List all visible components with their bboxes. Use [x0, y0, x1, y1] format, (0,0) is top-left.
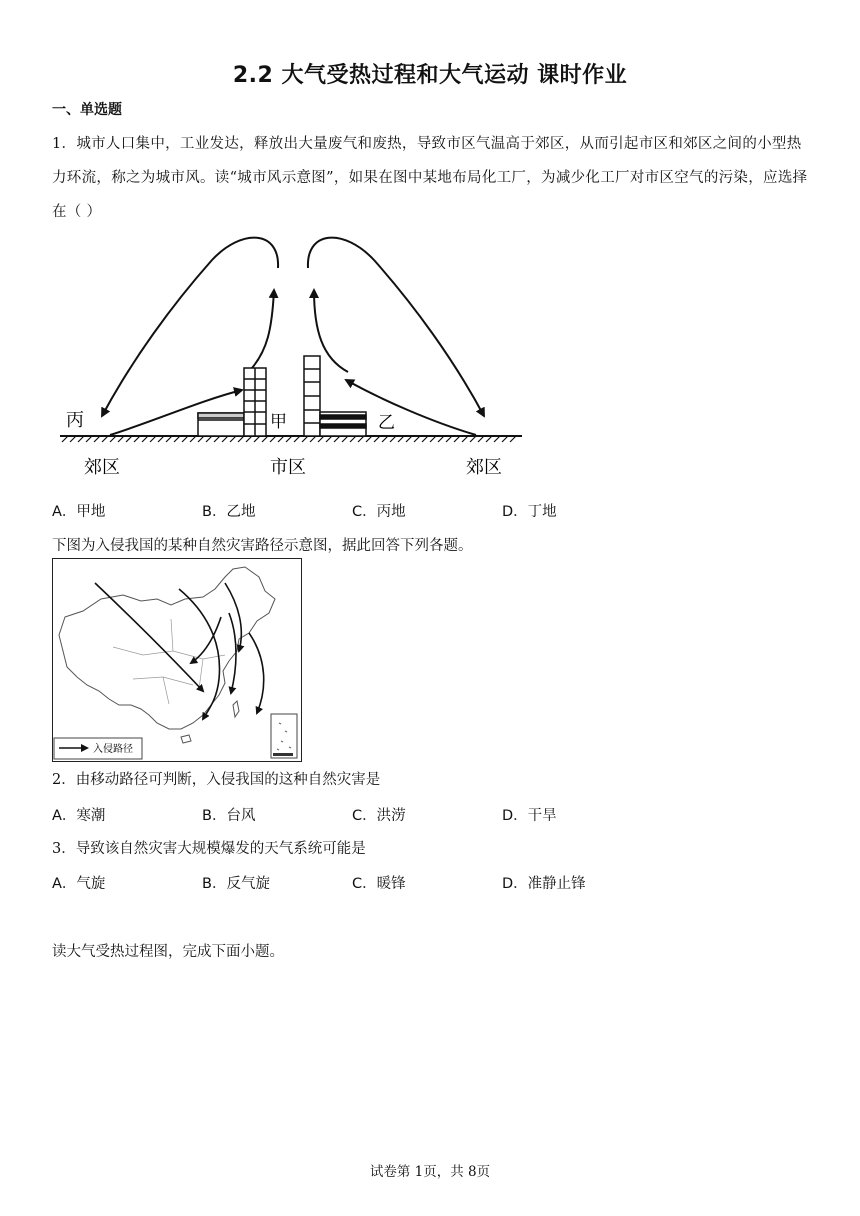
question-3-options [52, 872, 812, 892]
label-suburb-right: 郊区 [466, 457, 502, 478]
option-d[interactable]: D．干旱 [502, 808, 557, 824]
question-1-options [52, 500, 812, 520]
section-heading: 一、单选题 [52, 102, 122, 118]
label-suburb-left: 郊区 [84, 457, 120, 478]
wind-arrow-right-outer [308, 238, 484, 416]
option-a[interactable]: A．寒潮 [52, 808, 106, 824]
china-outline [59, 567, 275, 729]
option-b[interactable]: B．台风 [202, 808, 256, 824]
option-a[interactable]: A．甲地 [52, 504, 106, 520]
option-b[interactable]: B．乙地 [202, 504, 256, 520]
question-2-options [52, 804, 812, 824]
option-a[interactable]: A．气旋 [52, 876, 106, 892]
intro-next-questions: 读大气受热过程图，完成下面小题。 [52, 944, 284, 960]
page-footer: 试卷第 1页，共 8页 [369, 1164, 491, 1180]
page-title: 2.2 大气受热过程和大气运动 课时作业 [232, 63, 628, 88]
rising-arrow-left [252, 290, 274, 368]
question-3-text: 3．导致该自然灾害大规模爆发的天气系统可能是 [52, 841, 366, 857]
option-d[interactable]: D．准静止锋 [502, 876, 586, 892]
label-city: 市区 [270, 457, 306, 478]
option-b[interactable]: B．反气旋 [202, 876, 270, 892]
label-jia: 甲 [270, 412, 287, 432]
option-c[interactable]: C．洪涝 [352, 808, 406, 824]
invasion-arrow-6 [191, 617, 221, 663]
urban-wind-diagram [52, 230, 532, 480]
option-c[interactable]: C．丙地 [352, 504, 406, 520]
tall-building-right [304, 356, 320, 436]
south-china-sea-inset [271, 714, 297, 758]
question-1-text: 1．城市人口集中，工业发达，释放出大量废气和废热，导致市区气温高于郊区，从而引起市区和郊区之间的小型热力环流，称之为城市风。读“城市风示意图”，如果在图中某地布局化工厂，为减少化工厂对市区空气的污染，应选择在（ ） [52, 136, 808, 220]
question-2-text: 2．由移动路径可判断，入侵我国的这种自然灾害是 [52, 772, 381, 788]
hainan-island [181, 735, 191, 743]
disaster-path-map [52, 558, 302, 762]
tall-building-left [244, 368, 266, 436]
option-d[interactable]: D．丁地 [502, 504, 557, 520]
option-c[interactable]: C．暖锋 [352, 876, 406, 892]
invasion-arrow-5 [249, 633, 264, 713]
low-building-left [198, 413, 244, 436]
taiwan-island [233, 701, 239, 717]
low-building-right [320, 412, 366, 436]
map-legend-label: 入侵路径 [93, 744, 133, 755]
inset-scale-bar [273, 753, 293, 756]
province-lines [113, 619, 225, 704]
label-bing: 丙 [66, 410, 84, 431]
label-yi: 乙 [378, 413, 395, 433]
intro-questions-2-3: 下图为入侵我国的某种自然灾害路径示意图，据此回答下列各题。 [52, 538, 473, 554]
